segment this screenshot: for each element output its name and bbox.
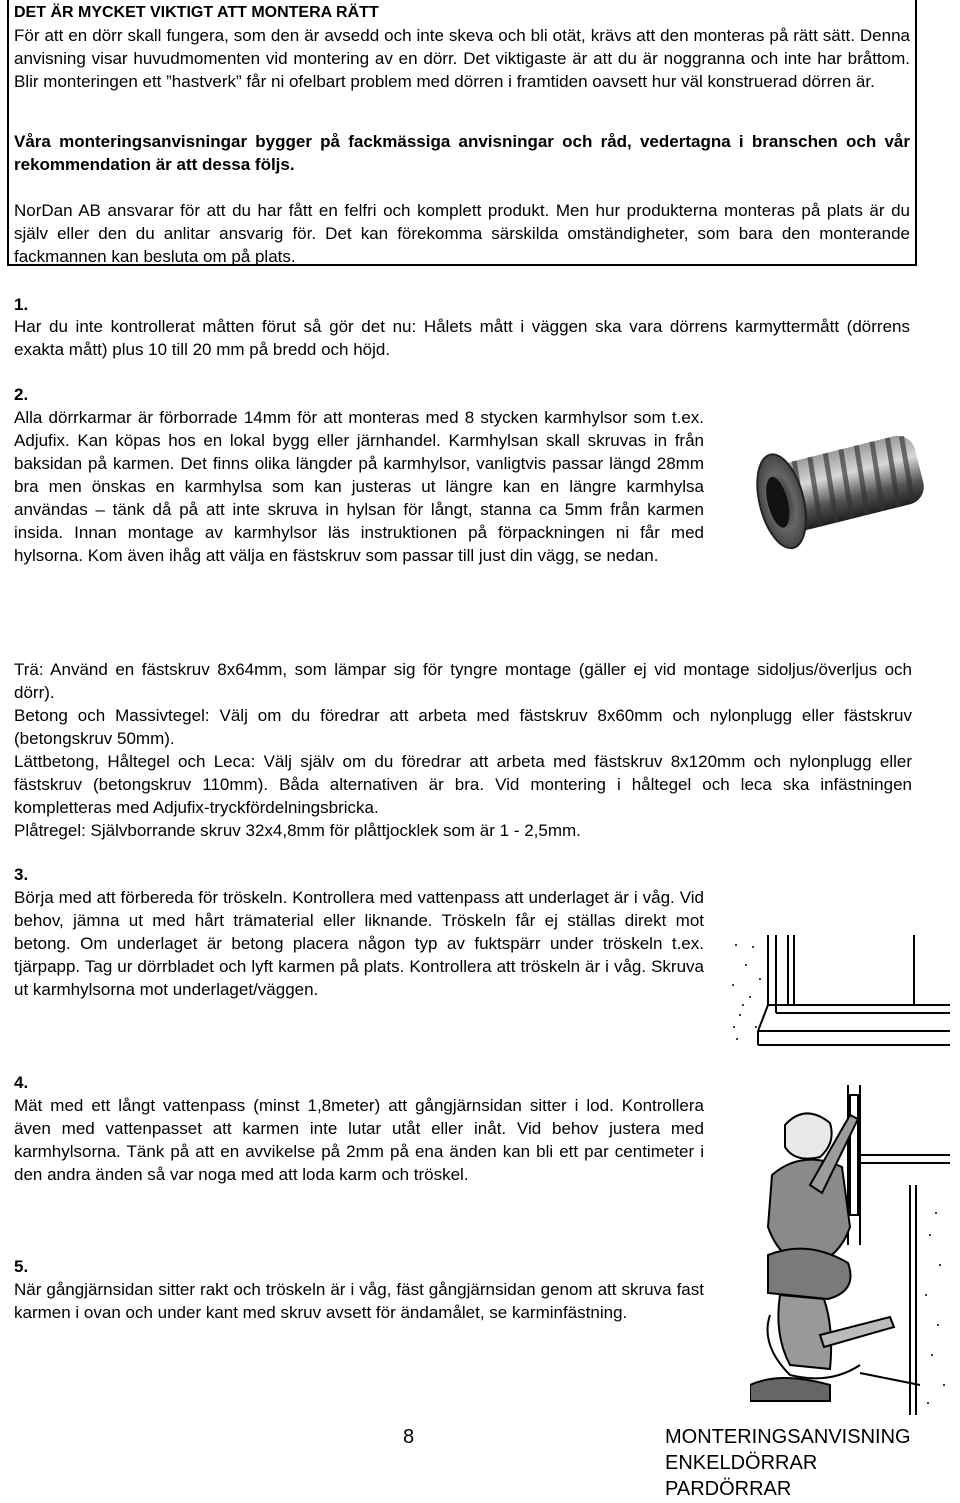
footer-doc-title-1: MONTERINGSANVISNING [665, 1426, 911, 1448]
footer-doc-title-3: PARDÖRRAR [665, 1478, 792, 1500]
intro-paragraph-3: NorDan AB ansvarar för att du har fått en felfri och komplett produkt. Men hur produkterna monteras på plats är du själv eller den du anlitar ansvarig för. Det kan förekomma särskilda omständigheter, som bara den monterande fackmannen kan besluta om på plats. [14, 201, 910, 266]
page-title: DET ÄR MYCKET VIKTIGT ATT MONTERA RÄTT [14, 4, 379, 21]
frame-sleeve-image [752, 412, 934, 562]
intro-paragraph-1: För att en dörr skall fungera, som den är avsedd och inte skeva och bli otät, krävs att den monteras på rätt sätt. Denna anvisning visar huvudmomenten vid montering av en dörr. Det viktigaste är att du är noggranna och inte har bråttom. Blir monteringen ett ”hastverk” får ni ofelbart problem med dörren i framtiden oavsett hur väl konstruerad dörren är. [14, 26, 910, 91]
page-number: 8 [403, 1426, 415, 1448]
step-3-number: 3. [14, 865, 29, 884]
wall-type-sheet-metal: Plåtregel: Självborrande skruv 32x4,8mm för plåttjocklek som är 1 - 2,5mm. [14, 821, 581, 840]
step-4-text: Mät med ett långt vattenpass (minst 1,8meter) att gångjärnsidan sitter i lod. Kontrollera även med vattenpasset att karmen inte lutar utåt eller inåt. Vid behov justera med karmhylsorna. Tänk på att en avvikelse på 2mm på ena änden kan bli ett par centimeter i den andra änden så var noga med att loda karm och tröskel. [14, 1096, 704, 1184]
intro-paragraph-2: Våra monteringsanvisningar bygger på fackmässiga anvisningar och råd, vedertagna i branschen och vår rekommendation är att dessa följs. [14, 132, 910, 174]
step-2-text: Alla dörrkarmar är förborrade 14mm för att monteras med 8 stycken karmhylsor som t.ex. Adjufix. Kan köpas hos en lokal bygg eller järnhandel. Karmhylsan skall skruvas in från baksidan på karmen. Det finns olika längder på karmhylsor, vanligtvis passar längd 28mm bra men önskas en karmhylsa som kan justeras ut längre kan en längre karmhylsa användas – tänk då på att inte skruva in hylsan för långt, stanna ca 5mm från karmen insida. Innan montage av karmhylsor läs instruktionen på förpackningen ni får med hylsorna. Kom även ihåg att välja en fästskruv som passar till just din vägg, se nedan. [14, 408, 704, 565]
step-1-number: 1. [14, 295, 29, 314]
step-5-number: 5. [14, 1257, 29, 1276]
wall-type-wood: Trä: Använd en fästskruv 8x64mm, som lämpar sig för tyngre montage (gäller ej vid montage sidoljus/överljus och dörr). [14, 660, 912, 702]
installer-illustration [750, 1085, 950, 1415]
wall-type-concrete: Betong och Massivtegel: Välj om du föredrar att arbeta med fästskruv 8x60mm och nylonplugg eller fästskruv (betongskruv 50mm). [14, 706, 912, 748]
step-4-number: 4. [14, 1073, 29, 1092]
step-2-number: 2. [14, 385, 29, 404]
step-1-text: Har du inte kontrollerat måtten förut så gör det nu: Hålets mått i väggen ska vara dörrens karmyttermått (dörrens exakta mått) plus 10 till 20 mm på bredd och höjd. [14, 317, 910, 359]
threshold-illustration [728, 935, 950, 1055]
footer-doc-title-2: ENKELDÖRRAR [665, 1452, 818, 1474]
wall-type-lightweight: Lättbetong, Håltegel och Leca: Välj själv om du föredrar att arbeta med fästskruv 8x120mm och nylonplugg eller fästskruv (betongskruv 110mm). Båda alternativen är bra. Vid montering i håltegel och leca ska infästningen kompletteras med Adjufix-tryckfördelningsbricka. [14, 752, 912, 817]
step-5-text: När gångjärnsidan sitter rakt och tröskeln är i våg, fäst gångjärnsidan genom att skruva fast karmen i ovan och under kant med skruv avsett för ändamålet, se karminfästning. [14, 1280, 704, 1322]
step-3-text: Börja med att förbereda för tröskeln. Kontrollera med vattenpass att underlaget är i våg. Vid behov, jämna ut med hårt trämaterial eller liknande. Tröskeln får ej ställas direkt mot betong. Om underlaget är betong placera någon typ av fuktspärr under tröskeln t.ex. tjärpapp. Tag ur dörrbladet och lyft karmen på plats. Kontrollera att tröskeln är i våg. Skruva ut karmhylsorna mot underlaget/väggen. [14, 888, 704, 999]
